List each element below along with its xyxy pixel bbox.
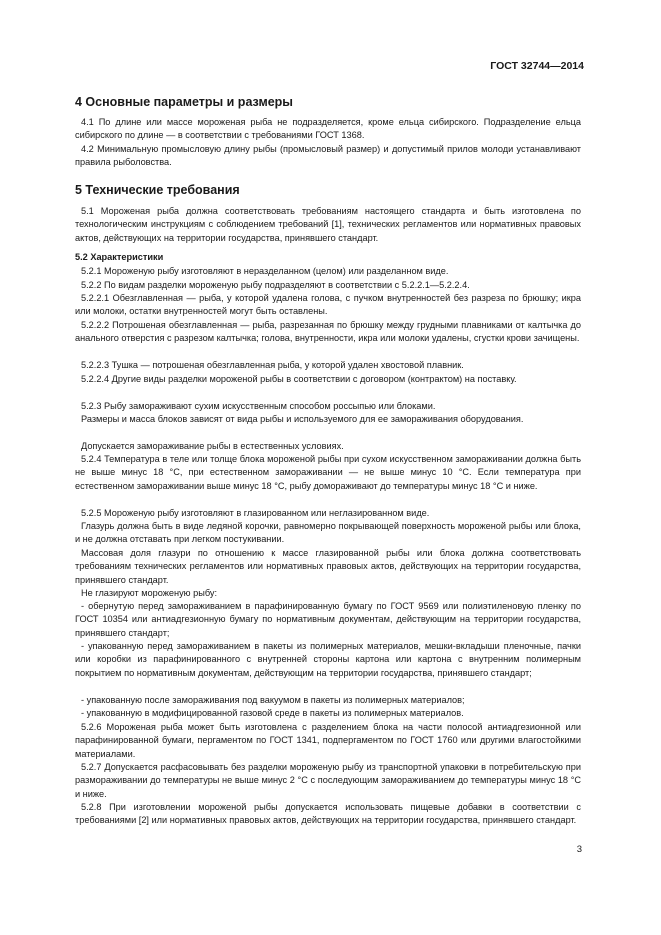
paragraph-4-1: 4.1 По длине или массе мороженая рыба не подразделяется, кроме ельца сибирского. Подразделение ельца сибирского по длине — в соответствии с требованиями ГОСТ 1368.	[75, 117, 581, 141]
section-4-title: 4 Основные параметры и размеры	[75, 95, 293, 109]
paragraph-5-1: 5.1 Мороженая рыба должна соответствовать требованиям настоящего стандарта и быть изготовлена по технологическим инструкциям с соблюдением требований [1], технических регламентов или нормативных правовых актов, действующих на территории государства, принявшего стандарт.	[75, 206, 581, 243]
page-number: 3	[576, 844, 582, 855]
paragraph-5-2-3: 5.2.3 Рыбу замораживают сухим искусственным способом россыпью или блоками.	[81, 401, 436, 411]
paragraph-5-2-2-2: 5.2.2.2 Потрошеная обезглавленная — рыба, разрезанная по брюшку между грудными плавниками от калтычка до анального отверстия с разрезом калтычка; голова, внутренности, икра или молоки удалены, сгустки крови зачищены.	[75, 320, 581, 344]
standard-designation: ГОСТ 32744—2014	[490, 60, 584, 72]
paragraph-4-2: 4.2 Минимальную промысловую длину рыбы (промысловый размер) и допустимый прилов молоди устанавливают правила рыболовства.	[75, 144, 581, 168]
paragraph-5-2-1: 5.2.1 Мороженую рыбу изготовляют в неразделанном (целом) или разделанном виде.	[81, 266, 449, 276]
paragraph-5-2-4: 5.2.4 Температура в теле или толще блока мороженой рыбы при сухом искусственном замораживании должна быть не выше минус 18 °С, при естественном замораживании — не выше минус 10 °С. Если температура при естественном замораживании выше минус 18 °С, рыбу домораживают до температуры минус 18 °С и ниже.	[75, 454, 581, 491]
paragraph-5-2-5: 5.2.5 Мороженую рыбу изготовляют в глазированном или неглазированном виде.	[81, 508, 430, 518]
paragraph-5-2-2-4: 5.2.2.4 Другие виды разделки мороженой рыбы в соответствии с договором (контрактом) на поставку.	[81, 374, 517, 384]
paragraph-5-2-5-glaze: Глазурь должна быть в виде ледяной корочки, равномерно покрывающей поверхность мороженой рыбы или блока, и не должна отставать при легком постукивании.	[75, 521, 581, 545]
list-item-polymer-bags: - упакованную перед замораживанием в пакеты из полимерных материалов, мешки-вкладыши пленочные, пачки или коробки из парафинированного с внутренней стороны картона или картона с внутренним полимерным покрытием по нормативным документам, действующим на территории государства, принявшего стандарт;	[75, 641, 581, 678]
list-item-modified-atmosphere: - упакованную в модифицированной газовой среде в пакеты из полимерных материалов.	[81, 708, 464, 718]
paragraph-5-2-2-1: 5.2.2.1 Обезглавленная — рыба, у которой удалена голова, с пучком внутренностей без разреза по брюшку; икра или молоки, остатки внутренностей могут быть оставлены.	[75, 293, 581, 317]
list-item-vacuum: - упакованную после замораживания под вакуумом в пакеты из полимерных материалов;	[81, 695, 465, 705]
paragraph-5-2-5-exceptions: Не глазируют мороженую рыбу:	[81, 588, 218, 598]
paragraph-5-2-8: 5.2.8 При изготовлении мороженой рыбы допускается использовать пищевые добавки в соответствии с требованиями [2] или нормативных правовых актов, действующих на территории государства, принявшего стандарт.	[75, 802, 581, 826]
section-5-title: 5 Технические требования	[75, 183, 240, 197]
paragraph-5-2-7: 5.2.7 Допускается расфасовывать без разделки мороженую рыбу из транспортной упаковки в потребительскую при размораживании до температуры не выше минус 2 °С с последующим замораживанием до температуры минус 18 °С и ниже.	[75, 762, 581, 799]
list-item-paraffin-paper: - обернутую перед замораживанием в парафинированную бумагу по ГОСТ 9569 или полиэтиленовую пленку по ГОСТ 10354 или антиадгезионную бумагу по нормативным документам, действующим на территории государства, принявшего стандарт;	[75, 601, 581, 638]
paragraph-5-2-3-blocks: Размеры и масса блоков зависят от вида рыбы и используемого для ее замораживания оборудования.	[81, 414, 524, 424]
subsection-5-2-title: 5.2 Характеристики	[75, 252, 164, 262]
paragraph-5-2-5-mass: Массовая доля глазури по отношению к массе глазированной рыбы или блока должна соответствовать требованиям технических регламентов или нормативных правовых актов, действующих на территории государства, принявшего стандарт.	[75, 548, 581, 585]
paragraph-5-2-3-natural: Допускается замораживание рыбы в естественных условиях.	[81, 441, 344, 451]
paragraph-5-2-2-3: 5.2.2.3 Тушка — потрошеная обезглавленная рыба, у которой удален хвостовой плавник.	[81, 360, 464, 370]
paragraph-5-2-2: 5.2.2 По видам разделки мороженую рыбу подразделяют в соответствии с 5.2.2.1—5.2.2.4.	[81, 280, 470, 290]
paragraph-5-2-6: 5.2.6 Мороженая рыба может быть изготовлена с разделением блока на части полосой антиадгезионной или парафинированной бумаги, пергаментом по ГОСТ 1341, подпергаментом по ГОСТ 1760 или другими влагостойкими материалами.	[75, 722, 581, 759]
